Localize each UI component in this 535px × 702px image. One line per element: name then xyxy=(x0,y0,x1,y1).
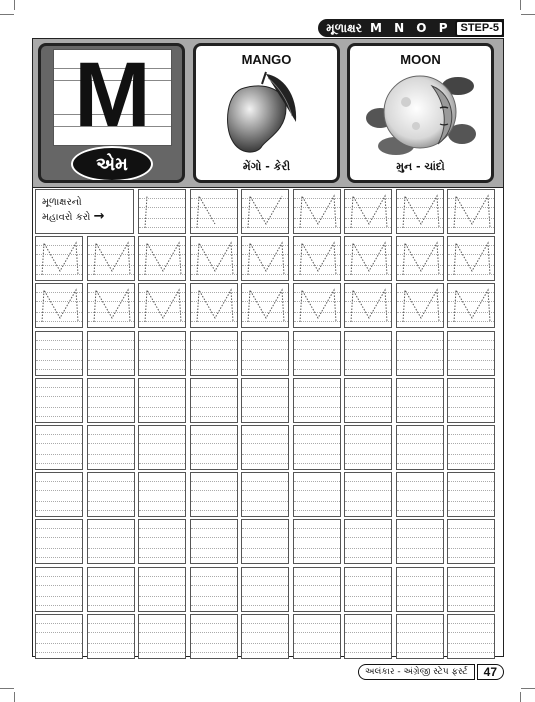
practice-cell[interactable] xyxy=(293,519,341,564)
crop-mark xyxy=(521,688,535,689)
trace-cell[interactable] xyxy=(138,283,186,328)
trace-cell[interactable] xyxy=(138,189,186,234)
practice-cell[interactable] xyxy=(241,472,289,517)
practice-cell[interactable] xyxy=(87,472,135,517)
trace-cell[interactable] xyxy=(35,283,83,328)
dotted-letter-guide xyxy=(242,237,290,282)
practice-cell[interactable] xyxy=(344,614,392,659)
header-title: મૂળાક્ષર xyxy=(326,20,362,35)
practice-cell[interactable] xyxy=(396,378,444,423)
practice-cell[interactable] xyxy=(396,331,444,376)
practice-cell[interactable] xyxy=(35,378,83,423)
practice-cell[interactable] xyxy=(190,331,238,376)
practice-cell[interactable] xyxy=(241,425,289,470)
practice-cell[interactable] xyxy=(190,614,238,659)
trace-cell[interactable] xyxy=(241,189,289,234)
practice-cell[interactable] xyxy=(293,472,341,517)
practice-cell[interactable] xyxy=(241,378,289,423)
dotted-letter-guide xyxy=(191,190,239,235)
practice-cell[interactable] xyxy=(35,567,83,612)
trace-cell[interactable] xyxy=(241,236,289,281)
practice-cell[interactable] xyxy=(447,567,495,612)
trace-cell[interactable] xyxy=(293,189,341,234)
practice-cell[interactable] xyxy=(87,378,135,423)
practice-cell[interactable] xyxy=(241,614,289,659)
trace-cell[interactable] xyxy=(138,236,186,281)
trace-cell[interactable] xyxy=(344,283,392,328)
dotted-letter-guide xyxy=(448,237,496,282)
dotted-letter-guide xyxy=(294,237,342,282)
mango-panel xyxy=(193,43,340,183)
dotted-letter-guide xyxy=(191,237,239,282)
trace-cell[interactable] xyxy=(396,236,444,281)
practice-cell[interactable] xyxy=(190,567,238,612)
instruction-cell xyxy=(35,189,134,234)
practice-cell[interactable] xyxy=(35,472,83,517)
trace-cell[interactable] xyxy=(447,236,495,281)
practice-cell[interactable] xyxy=(293,567,341,612)
practice-cell[interactable] xyxy=(35,331,83,376)
practice-cell[interactable] xyxy=(87,519,135,564)
dotted-letter-guide xyxy=(448,284,496,329)
practice-cell[interactable] xyxy=(241,519,289,564)
practice-cell[interactable] xyxy=(293,378,341,423)
instruction-line-1: મૂળાક્ષરનો xyxy=(42,197,82,208)
practice-cell[interactable] xyxy=(35,614,83,659)
dotted-letter-guide xyxy=(294,284,342,329)
crop-mark xyxy=(0,14,14,15)
dotted-letter-guide xyxy=(345,284,393,329)
picture-band xyxy=(33,39,503,188)
practice-cell[interactable] xyxy=(35,425,83,470)
trace-cell[interactable] xyxy=(87,236,135,281)
practice-cell[interactable] xyxy=(344,331,392,376)
practice-cell[interactable] xyxy=(190,425,238,470)
page-footer xyxy=(358,664,504,680)
page-header xyxy=(318,19,504,37)
trace-cell[interactable] xyxy=(35,236,83,281)
practice-cell[interactable] xyxy=(293,331,341,376)
trace-cell[interactable] xyxy=(190,236,238,281)
moon-panel xyxy=(347,43,494,183)
dotted-letter-guide xyxy=(139,237,187,282)
dotted-letter-guide xyxy=(397,190,445,235)
practice-cell[interactable] xyxy=(447,425,495,470)
practice-cell[interactable] xyxy=(447,331,495,376)
practice-cell[interactable] xyxy=(293,614,341,659)
trace-cell[interactable] xyxy=(241,283,289,328)
practice-cell[interactable] xyxy=(293,425,341,470)
practice-cell[interactable] xyxy=(396,614,444,659)
practice-cell[interactable] xyxy=(344,472,392,517)
practice-cell[interactable] xyxy=(87,331,135,376)
dotted-letter-guide xyxy=(397,237,445,282)
header-letters: M N O P xyxy=(369,21,452,35)
practice-cell[interactable] xyxy=(344,425,392,470)
step-badge: STEP-5 xyxy=(455,20,504,37)
instruction-line-2: મહાવરો કરો xyxy=(42,212,91,223)
crop-mark xyxy=(520,692,521,702)
letter-panel xyxy=(38,43,185,183)
practice-cell[interactable] xyxy=(87,567,135,612)
trace-cell[interactable] xyxy=(293,283,341,328)
practice-cell[interactable] xyxy=(396,472,444,517)
practice-cell[interactable] xyxy=(447,519,495,564)
mango-word: MANGO xyxy=(241,52,292,67)
moon-caption: મુન - ચાંદો xyxy=(396,160,445,173)
practice-cell[interactable] xyxy=(138,472,186,517)
big-letter: M xyxy=(74,44,151,146)
practice-cell[interactable] xyxy=(138,614,186,659)
practice-cell[interactable] xyxy=(35,519,83,564)
dotted-letter-guide xyxy=(139,190,187,235)
trace-cell[interactable] xyxy=(396,189,444,234)
trace-cell[interactable] xyxy=(344,236,392,281)
dotted-letter-guide xyxy=(242,190,290,235)
trace-cell[interactable] xyxy=(190,189,238,234)
dotted-letter-guide xyxy=(191,284,239,329)
letter-name: એમ xyxy=(96,153,128,175)
dotted-letter-guide xyxy=(448,190,496,235)
practice-cell[interactable] xyxy=(241,331,289,376)
practice-cell[interactable] xyxy=(241,567,289,612)
practice-cell[interactable] xyxy=(344,567,392,612)
arrow-right-icon: → xyxy=(93,209,105,224)
worksheet-frame xyxy=(32,38,504,657)
practice-cell[interactable] xyxy=(447,472,495,517)
crop-mark xyxy=(0,688,14,689)
crop-mark xyxy=(521,14,535,15)
practice-cell[interactable] xyxy=(138,425,186,470)
practice-cell[interactable] xyxy=(190,472,238,517)
trace-cell[interactable] xyxy=(344,189,392,234)
trace-cell[interactable] xyxy=(447,283,495,328)
trace-cell[interactable] xyxy=(396,283,444,328)
practice-cell[interactable] xyxy=(344,378,392,423)
dotted-letter-guide xyxy=(139,284,187,329)
crop-mark xyxy=(14,0,15,10)
practice-cell[interactable] xyxy=(87,425,135,470)
dotted-letter-guide xyxy=(242,284,290,329)
practice-cell[interactable] xyxy=(396,567,444,612)
dotted-letter-guide xyxy=(345,190,393,235)
crop-mark xyxy=(14,692,15,702)
dotted-letter-guide xyxy=(36,237,84,282)
crop-mark xyxy=(520,0,521,10)
practice-cell[interactable] xyxy=(190,519,238,564)
dotted-letter-guide xyxy=(88,284,136,329)
moon-word: MOON xyxy=(400,52,441,67)
trace-cell[interactable] xyxy=(447,189,495,234)
book-title: અલંકાર - અંગ્રેજી સ્ટેપ ફર્સ્ટ xyxy=(358,664,475,680)
practice-cell[interactable] xyxy=(396,425,444,470)
letter-name-badge xyxy=(71,146,153,182)
dotted-letter-guide xyxy=(36,284,84,329)
practice-cell[interactable] xyxy=(87,614,135,659)
dotted-letter-guide xyxy=(294,190,342,235)
practice-cell[interactable] xyxy=(447,614,495,659)
practice-cell[interactable] xyxy=(190,378,238,423)
practice-cell[interactable] xyxy=(138,567,186,612)
trace-cell[interactable] xyxy=(190,283,238,328)
practice-cell[interactable] xyxy=(396,519,444,564)
page-number: 47 xyxy=(477,664,504,680)
practice-cell[interactable] xyxy=(138,519,186,564)
practice-cell[interactable] xyxy=(447,378,495,423)
dotted-letter-guide xyxy=(397,284,445,329)
practice-cell[interactable] xyxy=(138,378,186,423)
practice-cell[interactable] xyxy=(138,331,186,376)
practice-cell[interactable] xyxy=(344,519,392,564)
trace-cell[interactable] xyxy=(293,236,341,281)
dotted-letter-guide xyxy=(345,237,393,282)
letter-card xyxy=(53,44,172,146)
mango-caption: મેંગો - કેરી xyxy=(242,160,291,173)
trace-cell[interactable] xyxy=(87,283,135,328)
dotted-letter-guide xyxy=(88,237,136,282)
